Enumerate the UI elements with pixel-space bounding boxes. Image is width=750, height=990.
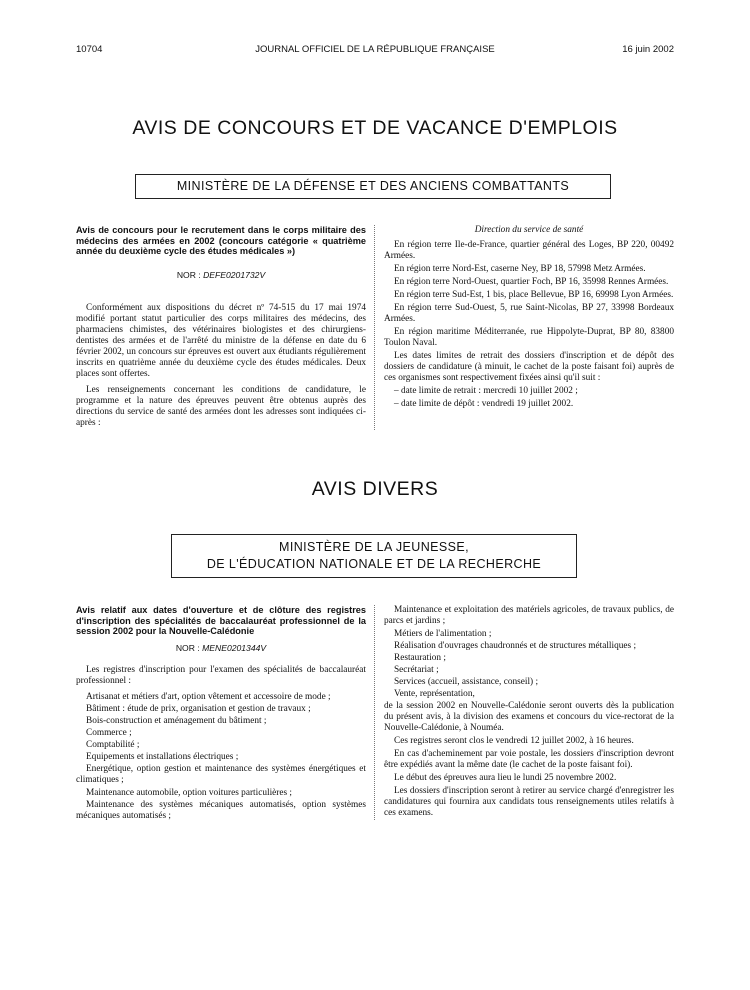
specialty-item: Services (accueil, assistance, conseil) ; (394, 677, 539, 687)
concours-paragraph: Les renseignements concernant les conditions de candidature, le programme et la nature des épreuves peuvent être obtenus auprès des directions du service de santé des armées dont les adresses sont indiquées ci-après : (76, 384, 366, 428)
specialty-item: Equipements et installations électriques ; (86, 751, 239, 762)
concours-right-column (384, 225, 674, 412)
nor-label: NOR : (176, 269, 201, 280)
bac-left-column (76, 605, 366, 824)
address-item: En région terre Sud-Ouest, 5, rue Saint-Nicolas, BP 27, 33998 Bordeaux Armées. (384, 303, 674, 324)
ministry-name-defense: MINISTÈRE DE LA DÉFENSE ET DES ANCIENS COMBATTANTS (176, 179, 570, 193)
ministry-name-line-2: DE L'ÉDUCATION NATIONALE ET DE LA RECHERCHE (206, 557, 542, 571)
specialty-item: Maintenance automobile, option voitures particulières ; (86, 787, 293, 798)
bac-nor (76, 643, 366, 654)
specialty-item: Restauration ; (394, 653, 446, 663)
specialty-item: Vente, représentation, (394, 689, 475, 699)
specialty-item: Maintenance et exploitation des matériels agricoles, de travaux publics, de parcs et jardins ; (384, 605, 674, 626)
specialty-item: Réalisation d'ouvrages chaudronnés et de structures métalliques ; (394, 641, 637, 651)
direction-heading: Direction du service de santé (474, 225, 584, 235)
section-title-concours: AVIS DE CONCOURS ET DE VACANCE D'EMPLOIS (132, 117, 618, 139)
address-item: En région terre Nord-Ouest, quartier Foch, BP 16, 35998 Rennes Armées. (394, 277, 669, 287)
bac-intro: Les registres d'inscription pour l'examen des spécialités de baccalauréat professionnel : (76, 664, 366, 686)
ministry-name-line-1: MINISTÈRE DE LA JEUNESSE, (279, 540, 469, 554)
bac-right-column (384, 605, 674, 821)
address-item: En région terre Sud-Est, 1 bis, place Bellevue, BP 16, 69998 Lyon Armées. (394, 290, 674, 300)
ministry-box-education (171, 534, 577, 578)
date-limit-deposit: – date limite de dépôt : vendredi 19 juillet 2002. (394, 399, 574, 409)
session-text: de la session 2002 en Nouvelle-Calédonie seront ouverts dès la publication du présent avis, à la division des examens et concours du vice-rectorat de la Nouvelle-Calédonie, à Nouméa. (384, 701, 674, 733)
dates-intro: Les dates limites de retrait des dossiers d'inscription et de dépôt des dossiers de candidature (à minuit, le cachet de la poste faisant foi) auprès de ces organismes sont respectivement fixées ainsi qu'il suit : (384, 351, 674, 383)
concours-left-column (76, 225, 366, 431)
closing-paragraph: En cas d'acheminement par voie postale, les dossiers d'inscription devront être expédiés avant la même date (le cachet de la poste faisant foi). (384, 749, 674, 770)
specialty-item: Métiers de l'alimentation ; (394, 629, 492, 639)
specialty-item: Commerce ; (86, 727, 132, 738)
issue-date: 16 juin 2002 (622, 44, 674, 55)
closing-paragraph: Ces registres seront clos le vendredi 12 juillet 2002, à 16 heures. (394, 736, 634, 746)
nor-label: NOR : (175, 642, 200, 653)
specialty-item: Comptabilité ; (86, 739, 140, 750)
section-title-avis-divers: AVIS DIVERS (311, 478, 439, 500)
closing-paragraph: Les dossiers d'inscription seront à retirer au service chargé d'enregistrer les candidatures qui fournira aux candidats tous renseignements utiles relatifs à ces examens. (384, 786, 674, 818)
date-limit-withdraw: – date limite de retrait : mercredi 10 juillet 2002 ; (394, 386, 578, 396)
concours-notice-title: Avis de concours pour le recrutement dans le corps militaire des médecins des armées en 2002 (concours catégorie « quatrième année du deuxième cycle des études médicales ») (76, 225, 366, 256)
column-divider (374, 605, 375, 820)
ministry-box-defense (135, 174, 611, 199)
address-item: En région terre Ile-de-France, quartier général des Loges, BP 220, 00492 Armées. (384, 240, 674, 261)
concours-paragraph: Conformément aux dispositions du décret nº 74-515 du 17 mai 1974 modifié portant statut particulier des corps militaires des médecins, des pharmaciens chimistes, des vétérinaires biologistes et des chirurgiens-dentistes des armées et de l'arrêté du ministre de la défense en date du 6 février 2002, un concours sur épreuves est ouvert aux étudiants régulièrement inscrits en quatrième année du deuxième cycle des études médicales. Deux places sont offertes. (76, 302, 366, 379)
specialty-item: Maintenance des systèmes mécaniques automatisés, option systèmes mécaniques automatisés ; (76, 799, 366, 821)
bac-notice-title: Avis relatif aux dates d'ouverture et de clôture des registres d'inscription des spécialités de baccalauréat professionnel de la session 2002 pour la Nouvelle-Calédonie (76, 605, 366, 636)
closing-paragraph: Le début des épreuves aura lieu le lundi 25 novembre 2002. (394, 773, 617, 783)
column-divider (374, 225, 375, 430)
specialty-item: Artisanat et métiers d'art, option vêtement et accessoire de mode ; (86, 691, 331, 702)
journal-title: JOURNAL OFFICIEL DE LA RÉPUBLIQUE FRANÇAISE (255, 44, 495, 55)
specialty-item: Bâtiment : étude de prix, organisation et gestion de travaux ; (86, 703, 311, 714)
nor-code: MENE0201344V (202, 642, 267, 653)
specialty-item: Bois-construction et aménagement du bâtiment ; (86, 715, 267, 726)
specialty-item: Secrétariat ; (394, 665, 439, 675)
nor-code: DEFE0201732V (203, 269, 266, 280)
address-item: En région terre Nord-Est, caserne Ney, BP 18, 57998 Metz Armées. (394, 264, 646, 274)
specialty-item: Energétique, option gestion et maintenance des systèmes énergétiques et climatiques ; (76, 763, 366, 785)
address-item: En région maritime Méditerranée, rue Hippolyte-Duprat, BP 80, 83800 Toulon Naval. (384, 327, 674, 348)
page-number: 10704 (76, 44, 103, 55)
concours-nor (76, 270, 366, 281)
